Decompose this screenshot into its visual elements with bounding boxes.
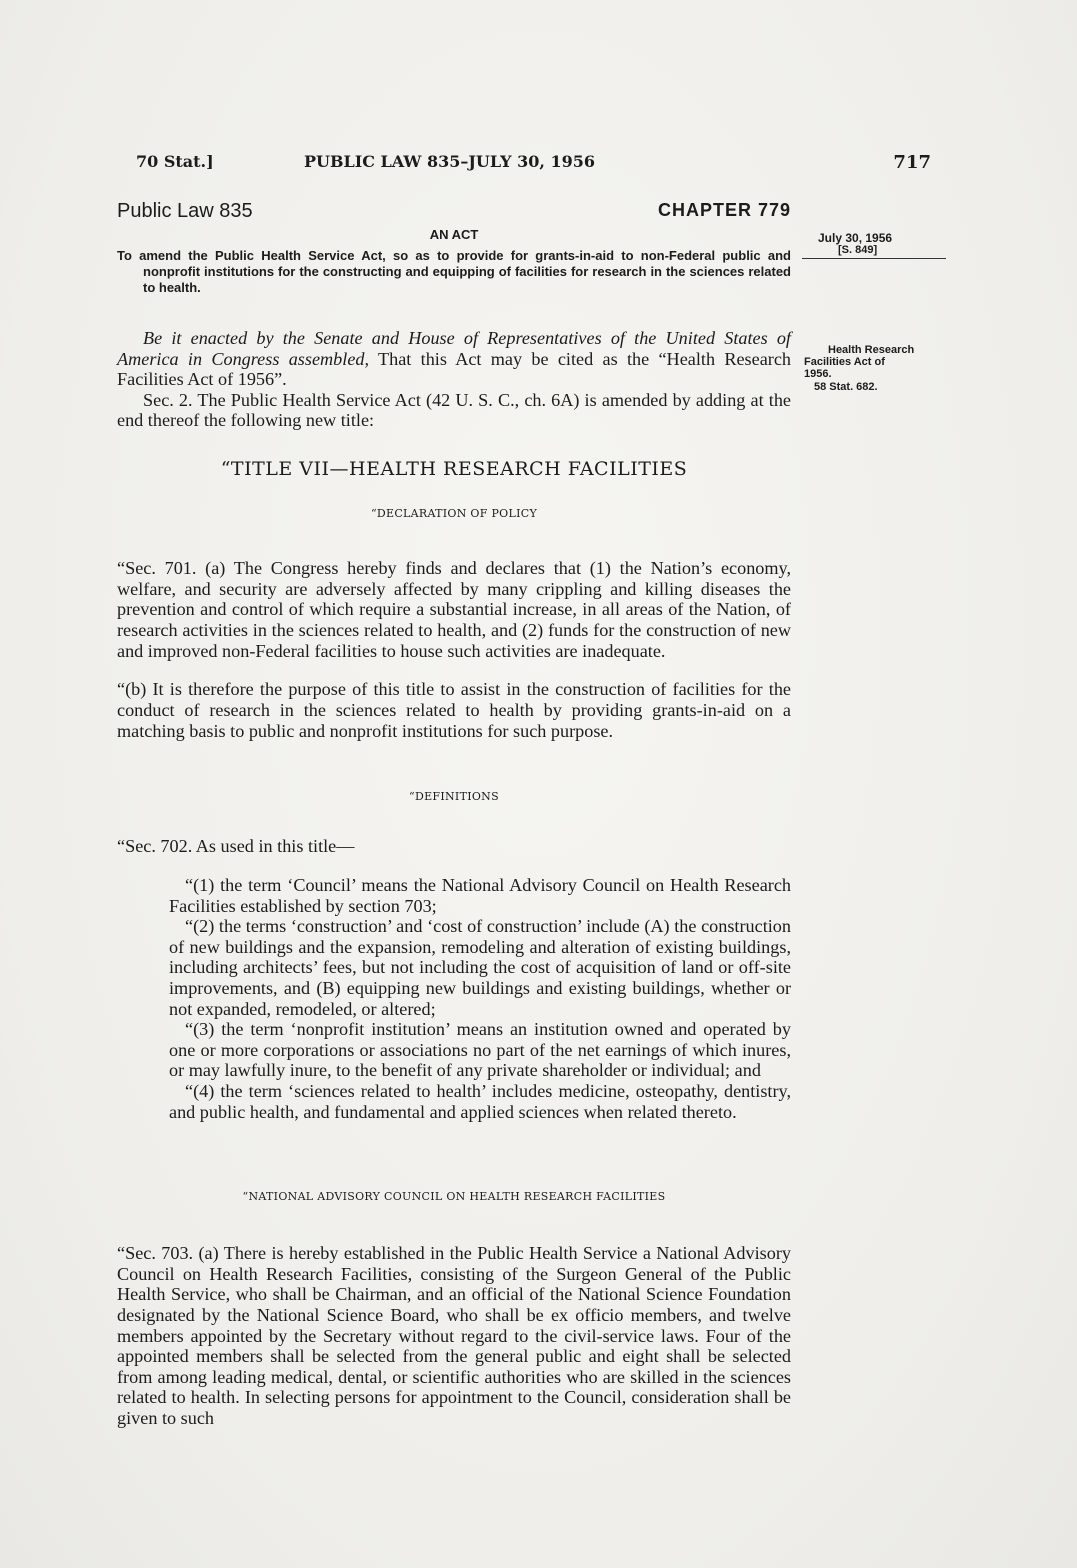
margin-short-title-3: 1956. <box>804 368 832 380</box>
section-702-intro: “Sec. 702. As used in this title— <box>117 836 355 857</box>
enacting-clause-italic: Be it enacted by the Senate and House of Representatives of the United States of America in Congress assembled, <box>117 328 791 369</box>
definition-2: “(2) the terms ‘construction’ and ‘cost of construction’ include (A) the construction of new buildings and the expansion, remodeling and alteration of existing buildings, including architects’ fees, but not including the cost of acquisition of land or off-site improvements, and (B) equipping new buildings and existing buildings, whether or not expanded, remodeled, or altered; <box>169 916 791 1019</box>
section-703-a: “Sec. 703. (a) There is hereby established in the Public Health Service a National Advisory Council on Health Research Facilities, consisting of the Surgeon General of the Public Health Service, who shall be Chairman, and an official of the National Science Foundation designated by the National Science Board, who shall be ex officio members, and twelve members appointed by the Secretary without regard to the civil-service laws. Four of the appointed members shall be selected from the general public and eight shall be selected from among leading medical, dental, or scientific authorities who are skilled in the sciences related to health. In selecting persons for appointment to the Council, consideration shall be given to such <box>117 1243 791 1428</box>
header-title: PUBLIC LAW 835–JULY 30, 1956 <box>304 152 596 171</box>
running-header <box>136 152 931 176</box>
public-law-number: Public Law 835 <box>117 200 253 222</box>
definition-1: “(1) the term ‘Council’ means the National Advisory Council on Health Research Facilities established by section 703; <box>169 874 791 916</box>
section-701 <box>117 540 791 759</box>
heading-council: “NATIONAL ADVISORY COUNCIL ON HEALTH RESEARCH FACILITIES <box>242 1190 666 1203</box>
section-701-a: “Sec. 701. (a) The Congress hereby finds and declares that (1) the Nation’s economy, welfare, and security are adversely affected by many crippling and killing diseases the prevention and control of which require a substantial increase, in all areas of the Nation, of research activities in the sciences related to health, and (2) funds for the construction of new and improved non-Federal facilities to house such activities are inadequate. <box>117 558 791 661</box>
enacting-clause-rest: That this Act may be cited as the “Health Research Facilities Act of 1956”. <box>117 348 791 390</box>
section-702 <box>117 818 791 1122</box>
page-number: 717 <box>893 152 931 173</box>
enacting-section <box>117 328 791 431</box>
margin-bill: [S. 849] <box>838 244 878 256</box>
act-purpose <box>117 248 791 296</box>
title-heading: “TITLE VII—HEALTH RESEARCH FACILITIES <box>220 458 688 480</box>
section-703 <box>117 1225 791 1447</box>
section-701-b: “(b) It is therefore the purpose of this title to assist in the construction of facilities for the conduct of research in the sciences related to health by providing grants-in-aid on a matching basis to public and nonprofit institutions for such purpose. <box>117 679 791 741</box>
margin-citation: 58 Stat. 682. <box>814 381 878 393</box>
chapter-number: CHAPTER 779 <box>657 200 791 220</box>
margin-date: July 30, 1956 <box>818 231 893 245</box>
margin-short-title-1: Health Research <box>828 344 915 356</box>
definition-3: “(3) the term ‘nonprofit institution’ means an institution owned and operated by one or more corporations or associations no part of the net earnings of which inures, or may lawfully inure, to the benefit of any private shareholder or individual; and <box>169 1019 791 1081</box>
section-2: Sec. 2. The Public Health Service Act (42 U. S. C., ch. 6A) is amended by adding at the end thereof the following new title: <box>117 389 791 431</box>
header-volume: 70 Stat.] <box>136 152 214 171</box>
heading-policy: “DECLARATION OF POLICY <box>370 507 538 520</box>
law-line <box>117 200 791 224</box>
purpose-text: To amend the Public Health Service Act, so as to provide for grants-in-aid to non-Federal public and nonprofit institutions for the constructing and equipping of facilities for research in the sciences related to health. <box>117 248 791 295</box>
margin-short-title-2: Facilities Act of <box>804 356 885 368</box>
an-act-heading: AN ACT <box>429 227 479 242</box>
margin-rule <box>802 258 946 259</box>
definition-4: “(4) the term ‘sciences related to health’ includes medicine, osteopathy, dentistry, and public health, and fundamental and applied sciences when related thereto. <box>169 1080 791 1122</box>
heading-definitions: “DEFINITIONS <box>409 790 499 803</box>
enacting-clause <box>117 328 791 390</box>
